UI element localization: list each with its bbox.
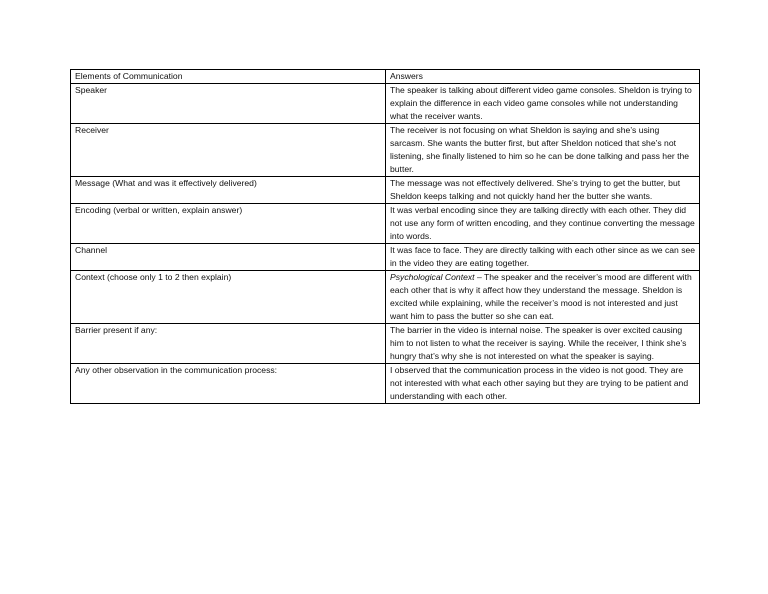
answer-cell: It was verbal encoding since they are talking directly with each other. They did not use any form of written encoding, and they continue converting the message into words.	[386, 204, 700, 244]
answer-cell: I observed that the communication process in the video is not good. They are not interested with what each other saying but they are trying to be patient and understanding with each other.	[386, 364, 700, 404]
element-cell: Encoding (verbal or written, explain answer)	[71, 204, 386, 244]
table-row-message	[71, 177, 700, 204]
table-row-observation	[71, 364, 700, 404]
answer-cell: The receiver is not focusing on what Sheldon is saying and she’s using sarcasm. She wants the butter first, but after Sheldon noticed that she’s not listening, she finally listened to him so he can be done talking and pass her the butter.	[386, 124, 700, 177]
answer-cell: It was face to face. They are directly talking with each other since as we can see in the video they are eating together.	[386, 244, 700, 271]
answer-cell	[386, 271, 700, 324]
communication-elements-table	[70, 69, 700, 404]
answer-cell: The speaker is talking about different video game consoles. Sheldon is trying to explain the difference in each video game consoles while not understanding what the receiver wants.	[386, 84, 700, 124]
element-cell: Context (choose only 1 to 2 then explain)	[71, 271, 386, 324]
element-cell: Message (What and was it effectively delivered)	[71, 177, 386, 204]
element-cell: Receiver	[71, 124, 386, 177]
element-cell: Barrier present if any:	[71, 324, 386, 364]
answer-cell: The message was not effectively delivered. She’s trying to get the butter, but Sheldon keeps talking and not quickly hand her the butter she wants.	[386, 177, 700, 204]
context-type-label: Psychological Context	[390, 272, 475, 282]
table-row-barrier	[71, 324, 700, 364]
table-row-context	[71, 271, 700, 324]
table-header-row	[71, 70, 700, 84]
table-row-receiver	[71, 124, 700, 177]
table-row-channel	[71, 244, 700, 271]
context-answer-text: – The speaker and the receiver’s mood are different with each other that is why it affect how they understand the message. Sheldon is excited while explaining, while the receiver’s mood is not interested and just want him to pass the butter so she can eat.	[390, 272, 692, 321]
element-cell: Speaker	[71, 84, 386, 124]
table-row-encoding	[71, 204, 700, 244]
header-answers: Answers	[386, 70, 700, 84]
element-cell: Any other observation in the communication process:	[71, 364, 386, 404]
answer-cell: The barrier in the video is internal noise. The speaker is over excited causing him to not listen to what the receiver is saying. While the receiver, I think she’s hungry that’s why she is not interested on what the speaker is saying.	[386, 324, 700, 364]
table-row-speaker	[71, 84, 700, 124]
element-cell: Channel	[71, 244, 386, 271]
header-elements: Elements of Communication	[71, 70, 386, 84]
